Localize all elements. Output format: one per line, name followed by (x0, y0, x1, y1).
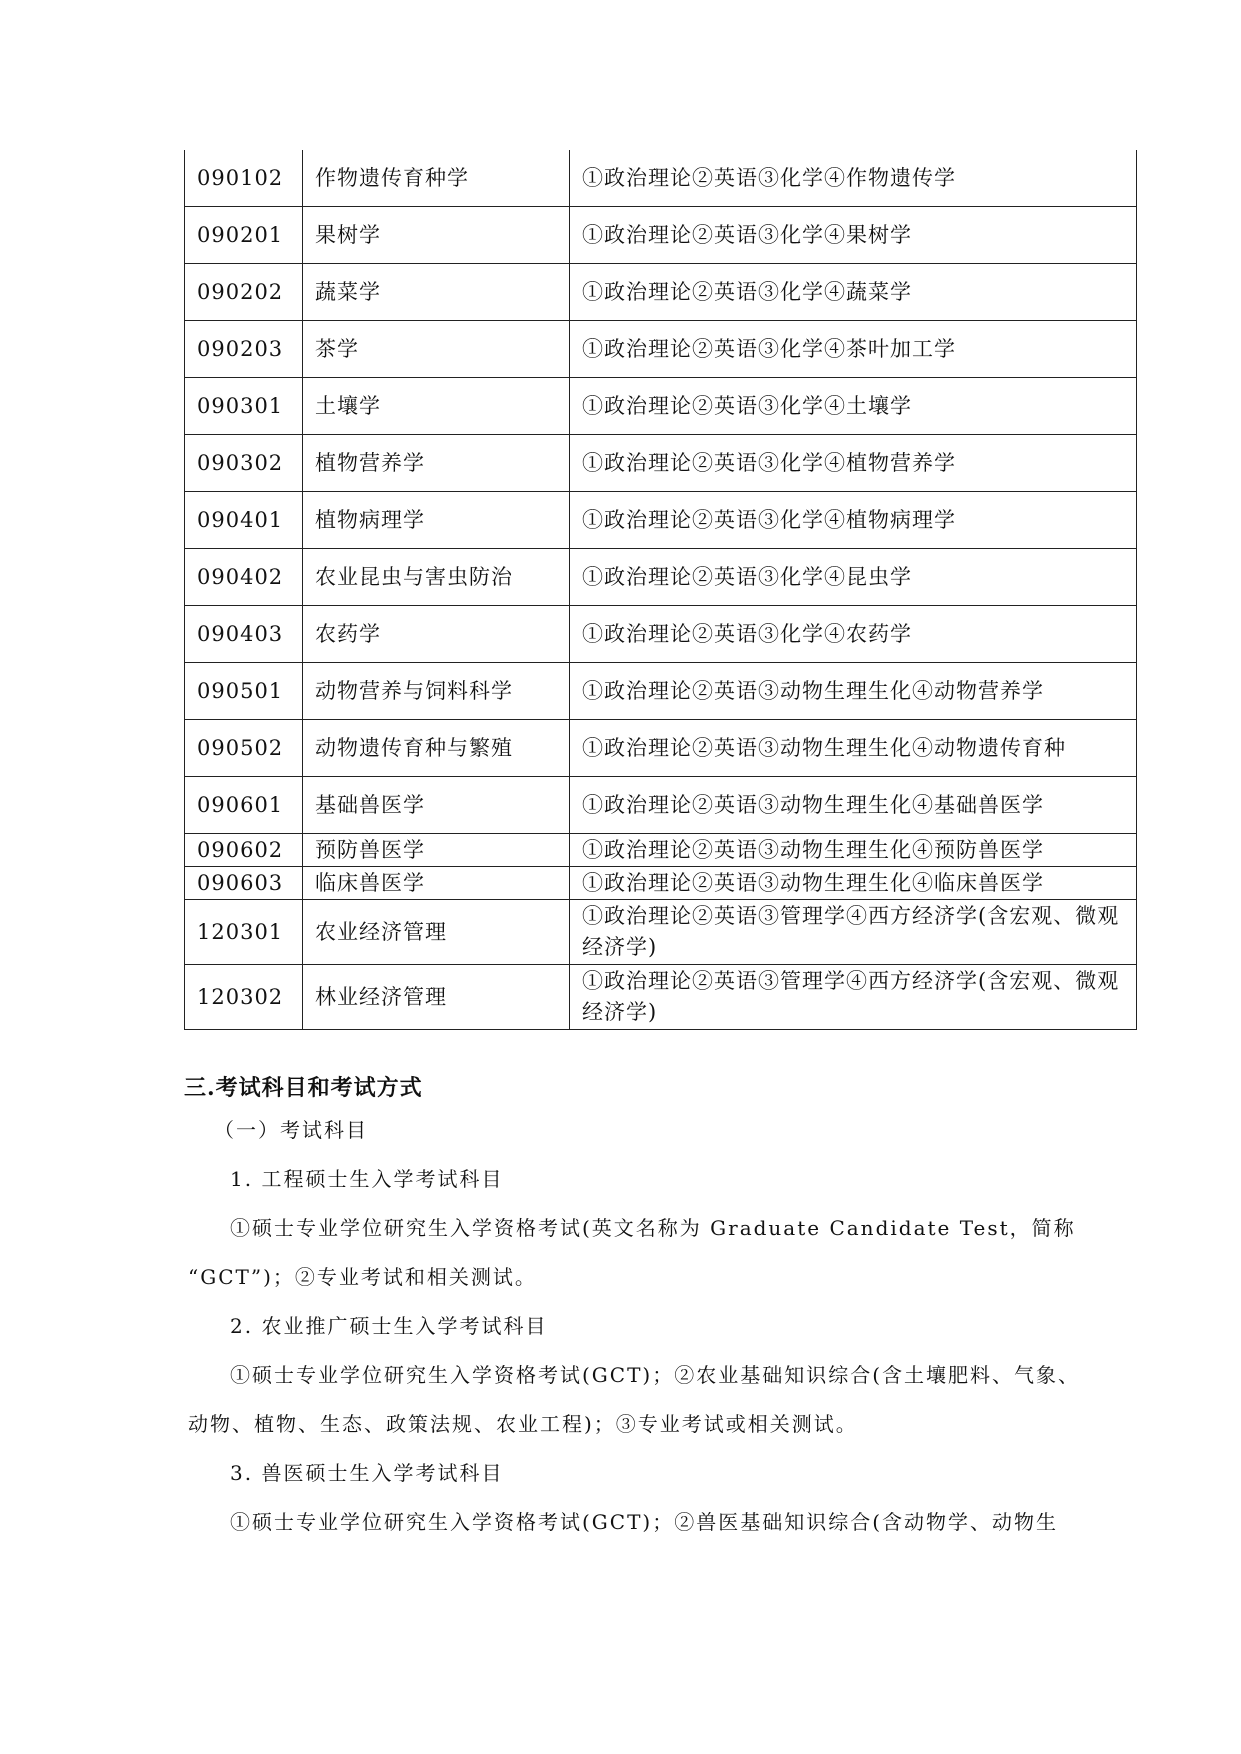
code-cell: 090301 (185, 378, 303, 435)
subjects-cell: ①政治理论②英语③动物生理生化④预防兽医学 (570, 834, 1137, 867)
code-cell: 090102 (185, 150, 303, 207)
table-row (185, 150, 1137, 207)
exam-section (184, 1070, 1084, 1547)
subjects-cell: ①政治理论②英语③化学④昆虫学 (570, 549, 1137, 606)
subjects-table-container (184, 150, 1136, 1030)
subjects-cell: ①政治理论②英语③动物生理生化④临床兽医学 (570, 867, 1137, 900)
name-cell: 林业经济管理 (303, 965, 570, 1030)
code-cell: 090302 (185, 435, 303, 492)
subjects-cell: ①政治理论②英语③动物生理生化④动物遗传育种 (570, 720, 1137, 777)
table-row (185, 777, 1137, 834)
subjects-cell: ①政治理论②英语③化学④蔬菜学 (570, 264, 1137, 321)
subsection-title: （一）考试科目 (214, 1118, 368, 1142)
section-heading: 三.考试科目和考试方式 (184, 1075, 423, 1101)
name-cell: 土壤学 (303, 378, 570, 435)
name-cell: 植物病理学 (303, 492, 570, 549)
code-cell: 090602 (185, 834, 303, 867)
item3-line1: ①硕士专业学位研究生入学资格考试(GCT)；②兽医基础知识综合(含动物学、动物生 (230, 1510, 1059, 1534)
code-cell: 090402 (185, 549, 303, 606)
item2-line2: 动物、植物、生态、政策法规、农业工程)；③专业考试或相关测试。 (188, 1412, 858, 1436)
subjects-cell: ①政治理论②英语③化学④茶叶加工学 (570, 321, 1137, 378)
table-row (185, 378, 1137, 435)
code-cell: 090203 (185, 321, 303, 378)
code-cell: 090401 (185, 492, 303, 549)
subjects-cell: ①政治理论②英语③动物生理生化④基础兽医学 (570, 777, 1137, 834)
subjects-cell: ①政治理论②英语③化学④土壤学 (570, 378, 1137, 435)
subjects-cell: ①政治理论②英语③管理学④西方经济学(含宏观、微观经济学) (570, 900, 1137, 965)
name-cell: 果树学 (303, 207, 570, 264)
item2-line1: ①硕士专业学位研究生入学资格考试(GCT)；②农业基础知识综合(含土壤肥料、气象、 (230, 1363, 1081, 1387)
name-cell: 基础兽医学 (303, 777, 570, 834)
code-cell: 090202 (185, 264, 303, 321)
item2-title: 2. 农业推广硕士生入学考试科目 (230, 1314, 548, 1338)
item1-line1: ①硕士专业学位研究生入学资格考试(英文名称为 Graduate Candidate Test，简称 (230, 1216, 1076, 1240)
name-cell: 动物遗传育种与繁殖 (303, 720, 570, 777)
table-row (185, 720, 1137, 777)
table-row (185, 549, 1137, 606)
code-cell: 090601 (185, 777, 303, 834)
item1-title: 1. 工程硕士生入学考试科目 (230, 1167, 504, 1191)
name-cell: 植物营养学 (303, 435, 570, 492)
name-cell: 临床兽医学 (303, 867, 570, 900)
code-cell: 090403 (185, 606, 303, 663)
code-cell: 090201 (185, 207, 303, 264)
subjects-cell: ①政治理论②英语③化学④农药学 (570, 606, 1137, 663)
table-row (185, 663, 1137, 720)
subjects-cell: ①政治理论②英语③化学④果树学 (570, 207, 1137, 264)
subjects-cell: ①政治理论②英语③化学④作物遗传学 (570, 150, 1137, 207)
name-cell: 预防兽医学 (303, 834, 570, 867)
name-cell: 蔬菜学 (303, 264, 570, 321)
table-row (185, 264, 1137, 321)
subjects-table-body (185, 150, 1137, 1030)
name-cell: 农业经济管理 (303, 900, 570, 965)
item1-line2: “GCT”)；②专业考试和相关测试。 (188, 1265, 537, 1289)
name-cell: 动物营养与饲料科学 (303, 663, 570, 720)
table-row (185, 321, 1137, 378)
name-cell: 农业昆虫与害虫防治 (303, 549, 570, 606)
name-cell: 茶学 (303, 321, 570, 378)
code-cell: 120301 (185, 900, 303, 965)
code-cell: 090501 (185, 663, 303, 720)
name-cell: 农药学 (303, 606, 570, 663)
subjects-cell: ①政治理论②英语③管理学④西方经济学(含宏观、微观经济学) (570, 965, 1137, 1030)
table-row (185, 435, 1137, 492)
code-cell: 090502 (185, 720, 303, 777)
code-cell: 090603 (185, 867, 303, 900)
table-row (185, 606, 1137, 663)
code-cell: 120302 (185, 965, 303, 1030)
table-row (185, 834, 1137, 867)
subjects-cell: ①政治理论②英语③动物生理生化④动物营养学 (570, 663, 1137, 720)
table-row (185, 965, 1137, 1030)
subjects-cell: ①政治理论②英语③化学④植物病理学 (570, 492, 1137, 549)
name-cell: 作物遗传育种学 (303, 150, 570, 207)
table-row (185, 492, 1137, 549)
table-row (185, 867, 1137, 900)
table-row (185, 207, 1137, 264)
table-row (185, 900, 1137, 965)
item3-title: 3. 兽医硕士生入学考试科目 (230, 1461, 504, 1485)
subjects-cell: ①政治理论②英语③化学④植物营养学 (570, 435, 1137, 492)
subjects-table (184, 150, 1137, 1030)
